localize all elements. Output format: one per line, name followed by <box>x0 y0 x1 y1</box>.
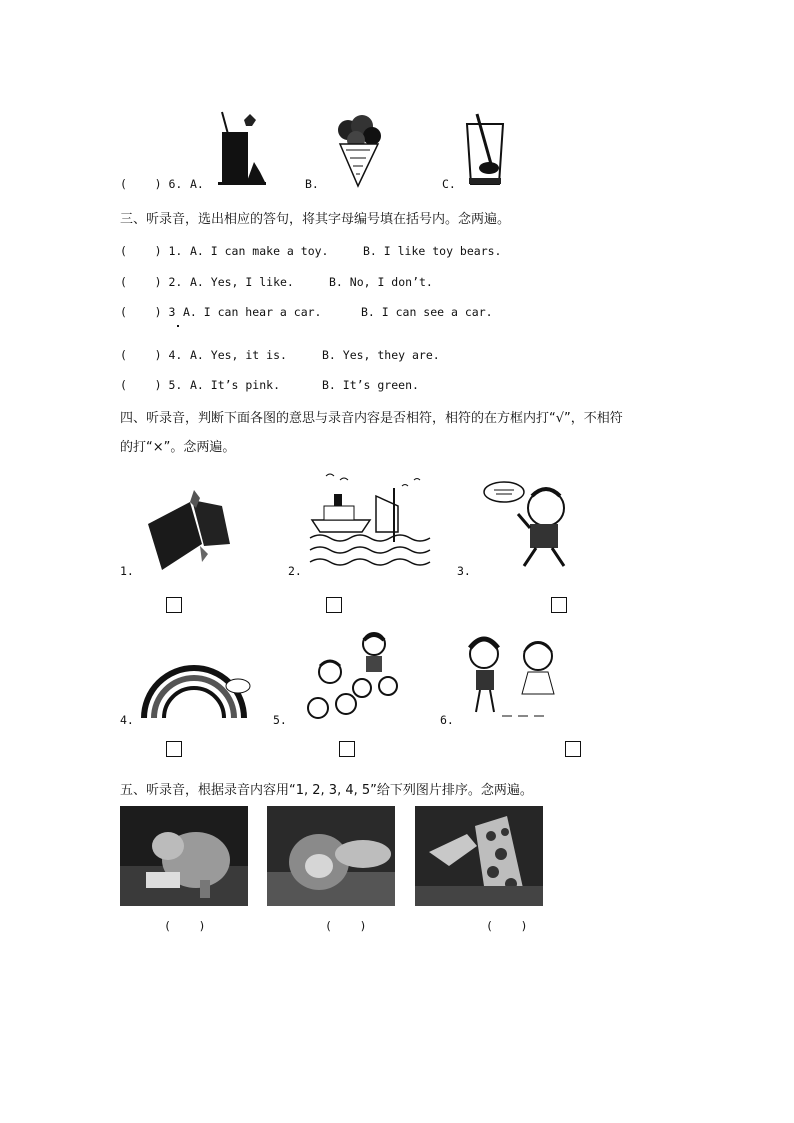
s3-item2-b: B. No, I don’t. <box>329 275 433 289</box>
q6-option-b: B. <box>305 177 319 191</box>
section5-heading: 五、听录音，根据录音内容用“1, 2, 3, 4, 5”给下列图片排序。念两遍。 <box>120 783 533 798</box>
s4-label-5: 5. <box>273 713 287 727</box>
s4-label-1: 1. <box>120 564 134 578</box>
s3-item1-a: A. I can make a toy. <box>190 244 329 258</box>
section3-heading: 三、听录音，选出相应的答句，将其字母编号填在括号内。念两遍。 <box>120 212 511 227</box>
answer-box-6[interactable] <box>565 741 581 757</box>
s5-paren-2: ( ) <box>325 919 367 933</box>
answer-box-5[interactable] <box>339 741 355 757</box>
s3-item1-b: B. I like toy bears. <box>363 244 502 258</box>
section4-heading-line2: 的打“×”。念两遍。 <box>120 440 236 455</box>
s3-item2-a: A. Yes, I like. <box>190 275 294 289</box>
s3-item2-paren: ( ) 2. <box>120 275 183 289</box>
q6-option-c: C. <box>442 177 456 191</box>
s3-item5-a: A. It’s pink. <box>190 378 281 392</box>
q6-option-a: A. <box>190 177 204 191</box>
s3-item1-paren: ( ) 1. <box>120 244 183 258</box>
s3-item4-b: B. Yes, they are. <box>322 348 440 362</box>
s3-item5-b: B. It’s green. <box>322 378 419 392</box>
s3-item4-a: A. Yes, it is. <box>190 348 287 362</box>
q6-paren: ( ) 6. <box>120 177 183 191</box>
milk-glass-icon <box>463 112 509 188</box>
s5-paren-3: ( ) <box>486 919 528 933</box>
s5-paren-1: ( ) <box>164 919 206 933</box>
answer-box-4[interactable] <box>166 741 182 757</box>
kids-cycling-icon <box>296 632 408 722</box>
ships-icon <box>306 466 434 572</box>
torn-paper-icon <box>142 484 234 576</box>
s4-label-2: 2. <box>288 564 302 578</box>
kids-playing-icon <box>462 632 568 720</box>
s3-item3-a: A. I can hear a car. <box>183 305 322 319</box>
rainbow-icon <box>140 650 252 722</box>
s3-item4-paren: ( ) 4. <box>120 348 183 362</box>
ice-cream-icon <box>334 114 384 188</box>
s4-label-4: 4. <box>120 713 134 727</box>
s4-label-6: 6. <box>440 713 454 727</box>
stray-dot <box>177 325 179 327</box>
answer-box-1[interactable] <box>166 597 182 613</box>
answer-box-2[interactable] <box>326 597 342 613</box>
bear-photo <box>120 806 248 906</box>
section4-heading-line1: 四、听录音，判断下面各图的意思与录音内容是否相符，相符的在方框内打“√”，不相符 <box>120 411 623 426</box>
s3-item5-paren: ( ) 5. <box>120 378 183 392</box>
s4-label-3: 3. <box>457 564 471 578</box>
giraffe-photo <box>415 806 543 906</box>
answer-box-3[interactable] <box>551 597 567 613</box>
boy-eating-icon <box>480 478 584 572</box>
juice-glass-icon <box>214 110 270 188</box>
s3-item3-paren: ( ) 3 <box>120 305 176 319</box>
s3-item3-b: B. I can see a car. <box>361 305 493 319</box>
lion-photo <box>267 806 395 906</box>
